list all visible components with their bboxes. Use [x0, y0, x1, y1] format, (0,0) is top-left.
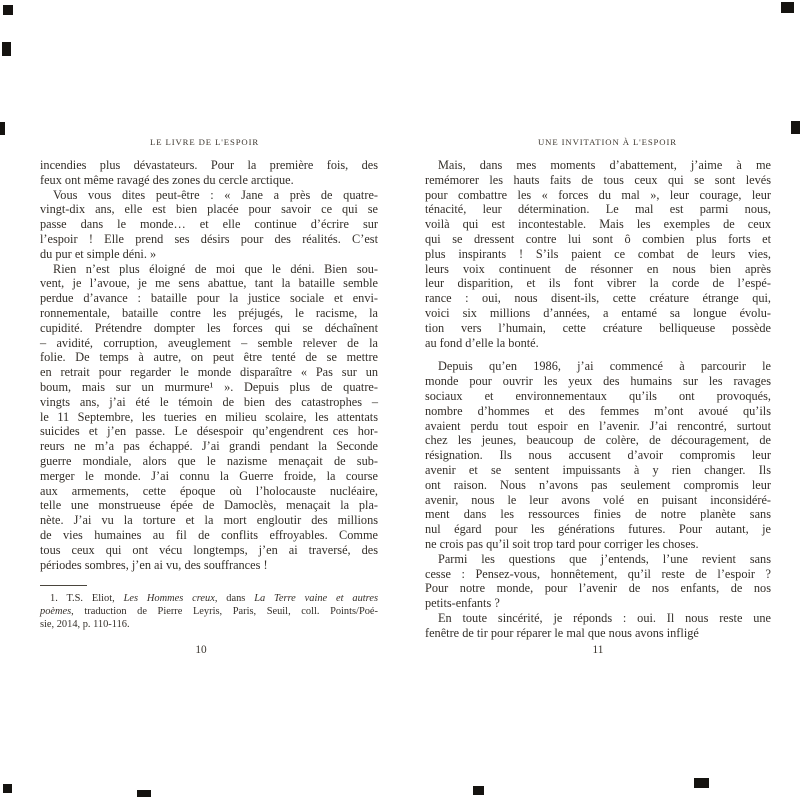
- text-line: [425, 478, 771, 493]
- text-line: [425, 522, 771, 537]
- text-line: [40, 188, 378, 203]
- text-line: [425, 158, 771, 173]
- text-segment: suicides et j’en passe. Le désespoir qu’engendrent ces hor-: [40, 424, 378, 439]
- italic-text-segment: Les Hommes creux: [123, 593, 215, 605]
- text-segment: ment dans les ressources finies de notre planète sans: [425, 507, 771, 522]
- text-line: [425, 173, 771, 188]
- text-segment: – avidité, corruption, aveuglement – semble relever de la: [40, 335, 378, 350]
- text-segment: en retrait pour regarder le monde disparaître « Pas sur un: [40, 365, 378, 380]
- text-line: [425, 596, 771, 611]
- text-line: [425, 404, 771, 419]
- text-line: [40, 605, 378, 618]
- text-segment: ne crois pas qu’il soit trop tard pour corriger les choses.: [425, 536, 699, 551]
- text-segment: vingt-dix ans, elle est bien placée pour savoir ce qui se: [40, 202, 378, 217]
- text-line: [425, 374, 771, 389]
- text-segment: tion vers l’humain, cette créature belliqueuse possède: [425, 320, 771, 335]
- text-segment: boum, mais sur un murmure¹ ». Depuis plus de quatre-: [40, 379, 378, 394]
- text-segment: incendies plus dévastateurs. Pour la première fois, des: [40, 158, 378, 172]
- text-segment: fenêtre de tir pour réparer le mal que nous avons infligé: [425, 625, 699, 640]
- page-number-right: 11: [592, 644, 604, 656]
- text-line: [425, 217, 771, 232]
- scan-mark: [473, 786, 484, 795]
- italic-text-segment: poèmes: [40, 606, 72, 618]
- text-line: [425, 389, 771, 404]
- text-line: [40, 336, 378, 351]
- text-line: [425, 188, 771, 203]
- scan-mark: [3, 784, 12, 793]
- text-line: [40, 350, 378, 365]
- text-segment: passe dans le monde… et elle continue d’écrire sur: [40, 217, 378, 232]
- text-segment: ténacité, leur détermination. Le mal est parmi nous,: [425, 202, 771, 217]
- text-line: [40, 202, 378, 217]
- text-line: [40, 592, 378, 605]
- text-segment: guerre mondiale, alors que le nazisme menaçait de sub-: [40, 453, 378, 468]
- text-line: [40, 380, 378, 395]
- text-segment: En toute sincérité, je réponds : oui. Il nous reste une: [438, 610, 771, 625]
- right-page-text: [425, 158, 771, 641]
- text-line: [40, 410, 378, 425]
- text-line: [425, 493, 771, 508]
- text-segment: vingts ans, j’ai été le témoin de bien des catastrophes –: [40, 394, 378, 409]
- text-segment: avenir, nous le leur avons volé en puisant inconsidéré-: [425, 492, 771, 507]
- text-line: [40, 484, 378, 499]
- text-segment: qui se dressent contre lui sont ô combien plus forts et: [425, 231, 771, 246]
- running-head-right: UNE INVITATION À L'ESPOIR: [538, 137, 677, 147]
- text-segment: de vies humaines au fil de conflits effroyables. Comme: [40, 527, 378, 542]
- text-line: [425, 359, 771, 374]
- text-line: [40, 424, 378, 439]
- text-line: [40, 158, 378, 173]
- text-line: [425, 433, 771, 448]
- text-segment: ont raison. Nous n’avons pas seulement compromis leur: [425, 477, 771, 492]
- text-line: [425, 262, 771, 277]
- text-segment: avenir et se sentent impuissants à y rien changer. Ils: [425, 462, 771, 477]
- text-line: [425, 202, 771, 217]
- text-segment: perdue d’avance : bataille pour la justice sociale et envi-: [40, 291, 378, 306]
- left-page-body: [40, 158, 378, 631]
- text-segment: rance : oui, nous disent-ils, cette créature étrange qui,: [425, 291, 771, 306]
- scan-mark: [3, 5, 13, 15]
- text-segment: cupidité. Prétendre dompter les forces qui se déchaînent: [40, 320, 378, 335]
- text-segment: folie. De temps à autre, on peut être tenté de se mettre: [40, 350, 378, 365]
- scan-mark: [791, 121, 800, 134]
- text-line: [425, 552, 771, 567]
- left-page-text: [40, 158, 378, 572]
- text-line: [425, 419, 771, 434]
- text-segment: ronnementale, bataille contre les préjugés, le racisme, la: [40, 305, 378, 320]
- text-line: [425, 321, 771, 336]
- text-segment: pour combattre les « forces du mal », leur courage, leur: [425, 187, 771, 202]
- footnote-text: [40, 592, 378, 631]
- text-line: [425, 232, 771, 247]
- text-line: [40, 618, 378, 631]
- scan-mark: [0, 122, 5, 135]
- text-line: [40, 543, 378, 558]
- text-line: [40, 291, 378, 306]
- text-segment: Mais, dans mes moments d’abattement, j’aime à me: [438, 158, 771, 172]
- text-line: [40, 528, 378, 543]
- text-segment: voilà qui est incontestable. Mais les exemples de ceux: [425, 217, 771, 232]
- text-line: [40, 306, 378, 321]
- text-line: [40, 513, 378, 528]
- text-segment: Depuis qu’en 1986, j’ai commencé à parcourir le: [438, 359, 771, 374]
- text-segment: sociaux et environnementaux qu’ils ont provoqués,: [425, 388, 771, 403]
- text-line: [40, 454, 378, 469]
- text-segment: Vous vous dites peut-être : « Jane a près de quatre-: [53, 187, 378, 202]
- text-segment: merger le monde. J’ai connu la Guerre froide, la course: [40, 468, 378, 483]
- text-segment: 1. T.S. Eliot,: [50, 593, 124, 605]
- text-line: [425, 626, 771, 641]
- text-segment: du pur et simple déni. »: [40, 246, 157, 261]
- text-line: [40, 395, 378, 410]
- text-line: [425, 291, 771, 306]
- text-segment: , dans: [214, 593, 255, 605]
- text-line: [40, 469, 378, 484]
- scan-mark: [2, 42, 11, 56]
- footnote-rule: [40, 585, 87, 586]
- text-segment: Pour notre monde, pour l’avenir de nos enfants, de nos: [425, 581, 771, 596]
- text-line: [40, 276, 378, 291]
- text-segment: reurs ne m’a pas échappé. J’ai grandi pendant la Seconde: [40, 439, 378, 454]
- text-segment: leurs voix continuent de résonner en nous bien après: [425, 261, 771, 276]
- text-segment: le 11 Septembre, les tueries en milieu scolaire, les attentats: [40, 409, 378, 424]
- footnote: [40, 585, 378, 631]
- text-line: [425, 507, 771, 522]
- running-head-left: LE LIVRE DE L'ESPOIR: [150, 137, 260, 147]
- text-segment: au fond d’elle la bonté.: [425, 335, 539, 350]
- text-line: [40, 365, 378, 380]
- text-segment: remémorer les hauts faits de tous ceux qui se sont levés: [425, 172, 771, 187]
- text-segment: résignation. Ils nous accusent d’avoir compromis leur: [425, 448, 771, 463]
- scan-mark: [781, 2, 794, 13]
- scan-mark: [694, 778, 709, 788]
- text-line: [40, 232, 378, 247]
- text-segment: aux armements, cette époque où l’holocauste nucléaire,: [40, 483, 378, 498]
- italic-text-segment: La Terre vaine et autres: [254, 593, 378, 605]
- text-line: [40, 439, 378, 454]
- text-segment: Parmi les questions que j’entends, l’une revient sans: [438, 551, 771, 566]
- text-segment: Rien n’est plus éloigné de moi que le déni. Bien sou-: [53, 261, 378, 276]
- text-line: [40, 321, 378, 336]
- text-line: [425, 247, 771, 262]
- text-line: [425, 306, 771, 321]
- text-segment: telle une monstrueuse épée de Damoclès, menaçait la pla-: [40, 498, 378, 513]
- text-segment: tous ceux qui ont vécu longtemps, j’en ai traversé, des: [40, 542, 378, 557]
- text-line: [425, 567, 771, 582]
- text-segment: nombre d’hommes et des femmes m’ont avoué qu’ils: [425, 403, 771, 418]
- text-line: [40, 247, 378, 262]
- text-line: [40, 558, 378, 573]
- text-line: [425, 336, 771, 351]
- text-segment: petits-enfants ?: [425, 596, 500, 611]
- text-line: [425, 581, 771, 596]
- text-segment: voici six millions d’années, a entamé sa longue évolu-: [425, 305, 771, 320]
- text-line: [40, 498, 378, 513]
- text-segment: leur disparition, et ils font vibrer la corde de l’espé-: [425, 276, 771, 291]
- text-segment: périodes sombres, j’en ai vu, des souffrances !: [40, 557, 268, 572]
- text-line: [425, 276, 771, 291]
- text-line: [425, 611, 771, 626]
- text-segment: vent, je l’avoue, je me sens abattue, tant la bataille semble: [40, 276, 378, 291]
- text-segment: nul égard pour les générations futures. Pour autant, je: [425, 522, 771, 537]
- text-line: [40, 217, 378, 232]
- right-page-body: [425, 158, 771, 641]
- text-segment: avaient perdu tout espoir en l’avenir. J’ai rencontré, surtout: [425, 418, 771, 433]
- text-segment: cesse : Pensez-vous, honnêtement, qu’il reste de l’espoir ?: [425, 566, 771, 581]
- text-segment: plus inspirants ! S’ils paient ce combat de leurs vies,: [425, 246, 771, 261]
- text-line: [40, 173, 378, 188]
- text-segment: nète. J’ai vu la torture et la mort engloutir des millions: [40, 513, 378, 528]
- text-line: [425, 537, 771, 552]
- text-line: [425, 463, 771, 478]
- text-line: [425, 448, 771, 463]
- text-segment: monde pour ouvrir les yeux des humains sur les ravages: [425, 374, 771, 389]
- text-segment: feux ont même ravagé des zones du cercle arctique.: [40, 172, 294, 187]
- text-segment: chez les jeunes, beaucoup de colère, de découragement, de: [425, 433, 771, 448]
- text-segment: , traduction de Pierre Leyris, Paris, Seuil, coll. Points/Poé-: [71, 606, 378, 618]
- text-line: [40, 262, 378, 277]
- page-number-left: 10: [195, 644, 207, 656]
- text-segment: l’espoir ! Elle prend ses désirs pour des réalités. C’est: [40, 231, 378, 246]
- scan-mark: [137, 790, 151, 797]
- text-segment: sie, 2014, p. 110-116.: [40, 619, 130, 631]
